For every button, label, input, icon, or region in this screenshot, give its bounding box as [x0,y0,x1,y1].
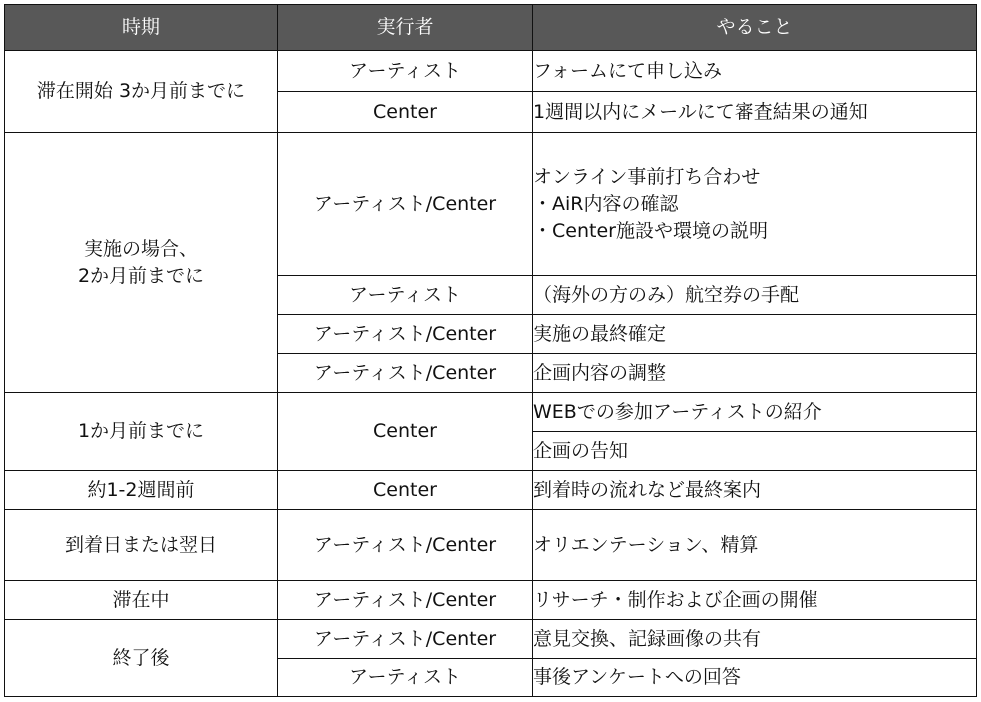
task-text: 意見交換、記録画像の共有 [533,627,762,650]
task-cell [533,510,977,581]
task-cell [533,393,977,432]
table-row [5,471,977,510]
task-text: 到着時の流れなど最終案内 [533,478,762,501]
table-row [5,581,977,620]
period-text: 1か月前までに [77,420,205,442]
period-cell [5,393,278,471]
task-cell [533,659,977,697]
task-text: 企画内容の調整 [533,361,667,384]
task-cell [533,432,977,471]
period-text: 滞在中 [112,588,170,611]
actor-cell: アーティスト [278,51,533,92]
period-text: 約1-2週間前 [87,478,195,501]
table-row [5,620,977,659]
header-period: 時期 [5,5,278,51]
header-task: やること [533,5,977,51]
task-text: 事後アンケートへの回答 [533,666,741,688]
task-text: WEBでの参加アーティストの紹介 [533,400,822,423]
actor-cell: Center [278,393,533,471]
task-cell [533,92,977,133]
task-cell [533,133,977,276]
period-text: 到着日または翌日 [64,533,217,556]
actor-cell: アーティスト/Center [278,620,533,659]
period-cell [5,51,278,133]
actor-cell: アーティスト/Center [278,510,533,581]
table-row [5,51,977,92]
task-text: 実施の最終確定 [533,322,667,345]
period-text: 2か月前までに [77,264,205,287]
task-text: 1週間以内にメールにて審査結果の通知 [533,100,868,123]
task-cell [533,620,977,659]
task-text: ・Center施設や環境の説明 [533,219,768,242]
actor-cell: Center [278,471,533,510]
task-text: フォームにて申し込み [533,59,723,82]
period-cell [5,620,278,697]
table-row [5,133,977,276]
period-text: 滞在開始 3か月前までに [36,80,246,102]
actor-cell: アーティスト [278,659,533,697]
period-cell [5,581,278,620]
period-text: 終了後 [112,646,170,669]
task-text: オンライン事前打ち合わせ [533,165,761,188]
task-text: ・AiR内容の確認 [533,192,679,215]
task-cell [533,581,977,620]
task-cell [533,315,977,354]
task-text: 企画の告知 [533,439,629,462]
task-cell [533,51,977,92]
task-cell [533,354,977,393]
actor-cell: アーティスト/Center [278,354,533,393]
header-row [5,5,977,51]
header-actor: 実行者 [278,5,533,51]
task-text: オリエンテーション、精算 [533,533,759,556]
actor-cell: Center [278,92,533,133]
period-cell [5,133,278,393]
task-text: （海外の方のみ）航空券の手配 [533,283,800,306]
period-cell [5,510,278,581]
actor-cell: アーティスト/Center [278,581,533,620]
table-row [5,393,977,432]
actor-cell: アーティスト [278,276,533,315]
period-text: 実施の場合、 [83,237,198,260]
task-cell [533,276,977,315]
actor-cell: アーティスト/Center [278,315,533,354]
task-text: リサーチ・制作および企画の開催 [533,588,818,611]
actor-cell: アーティスト/Center [278,133,533,276]
schedule-table [4,4,977,697]
table-row [5,510,977,581]
period-cell [5,471,278,510]
task-cell [533,471,977,510]
